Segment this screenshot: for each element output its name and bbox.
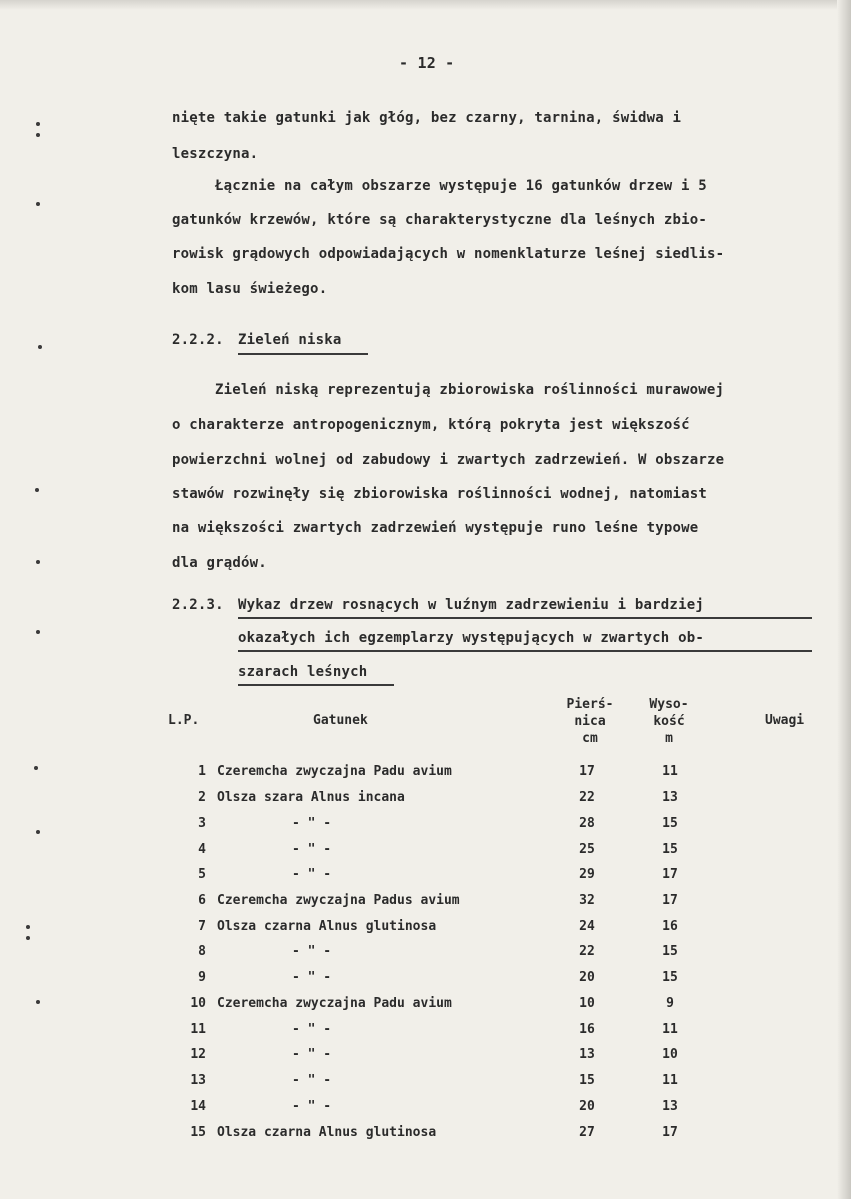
row-lp: 1 <box>198 764 206 779</box>
row-piersnica: 32 <box>579 893 595 908</box>
row-gatunek: Czeremcha zwyczajna Padu avium <box>217 996 452 1011</box>
row-lp: 2 <box>198 790 206 805</box>
row-piersnica: 25 <box>579 842 595 857</box>
margin-mark <box>38 345 42 349</box>
row-lp: 11 <box>190 1022 206 1037</box>
row-gatunek: - " - <box>292 970 332 985</box>
row-piersnica: 20 <box>579 1099 595 1114</box>
section-title-underline <box>238 684 394 686</box>
row-gatunek: - " - <box>292 842 332 857</box>
paragraph-line: leszczyna. <box>172 146 259 162</box>
row-lp: 14 <box>190 1099 206 1114</box>
paragraph-line: stawów rozwinęły się zbiorowiska roślinności wodnej, natomiast <box>172 486 707 502</box>
section-title-underline <box>238 650 812 652</box>
margin-mark <box>34 766 38 770</box>
paragraph-line: Zieleń niską reprezentują zbiorowiska roślinności murawowej <box>215 382 725 398</box>
row-wysokosc: 9 <box>666 996 674 1011</box>
row-gatunek: - " - <box>292 1022 332 1037</box>
row-wysokosc: 17 <box>662 1125 678 1140</box>
row-piersnica: 22 <box>579 790 595 805</box>
row-lp: 8 <box>198 944 206 959</box>
row-lp: 12 <box>190 1047 206 1062</box>
row-gatunek: Czeremcha zwyczajna Padus avium <box>217 893 460 908</box>
header-lp: L.P. <box>168 713 200 728</box>
margin-mark <box>26 936 30 940</box>
row-piersnica: 29 <box>579 867 595 882</box>
header-piersnica <box>565 696 615 747</box>
paragraph-line: kom lasu świeżego. <box>172 281 328 297</box>
row-gatunek: - " - <box>292 816 332 831</box>
row-wysokosc: 11 <box>662 1022 678 1037</box>
section-title-line: okazałych ich egzemplarzy występujących w zwartych ob- <box>238 630 704 646</box>
row-lp: 5 <box>198 867 206 882</box>
row-lp: 4 <box>198 842 206 857</box>
row-lp: 7 <box>198 919 206 934</box>
row-lp: 13 <box>190 1073 206 1088</box>
row-piersnica: 20 <box>579 970 595 985</box>
header-piersnica-line: nica <box>574 714 606 729</box>
margin-mark <box>36 1000 40 1004</box>
margin-mark <box>36 122 40 126</box>
row-piersnica: 22 <box>579 944 595 959</box>
section-title: Zieleń niska <box>238 332 342 348</box>
row-wysokosc: 11 <box>662 764 678 779</box>
row-piersnica: 27 <box>579 1125 595 1140</box>
margin-mark <box>36 133 40 137</box>
header-piersnica-line: Pierś- <box>566 697 614 712</box>
row-piersnica: 10 <box>579 996 595 1011</box>
row-piersnica: 28 <box>579 816 595 831</box>
paragraph-line: gatunków krzewów, które są charakterystyczne dla leśnych zbio- <box>172 212 707 228</box>
row-lp: 15 <box>190 1125 206 1140</box>
row-lp: 3 <box>198 816 206 831</box>
page-right-edge <box>837 0 851 1199</box>
page-top-edge <box>0 0 851 10</box>
row-piersnica: 13 <box>579 1047 595 1062</box>
row-gatunek: - " - <box>292 867 332 882</box>
row-piersnica: 17 <box>579 764 595 779</box>
row-wysokosc: 15 <box>662 842 678 857</box>
page-number: - 12 - <box>399 54 455 72</box>
header-piersnica-line: cm <box>582 731 598 746</box>
row-wysokosc: 15 <box>662 970 678 985</box>
margin-mark <box>36 202 40 206</box>
section-number: 2.2.2. <box>172 332 224 348</box>
section-title-underline <box>238 617 812 619</box>
paragraph-line: o charakterze antropogenicznym, którą pokryta jest większość <box>172 417 690 433</box>
row-wysokosc: 13 <box>662 1099 678 1114</box>
section-title-underline <box>238 353 368 355</box>
row-lp: 10 <box>190 996 206 1011</box>
header-gatunek: Gatunek <box>313 713 368 728</box>
row-gatunek: Czeremcha zwyczajna Padu avium <box>217 764 452 779</box>
row-wysokosc: 10 <box>662 1047 678 1062</box>
section-title-line: Wykaz drzew rosnących w luźnym zadrzewieniu i bardziej <box>238 597 704 613</box>
header-wysokosc-line: kość <box>653 714 685 729</box>
row-wysokosc: 17 <box>662 867 678 882</box>
row-lp: 6 <box>198 893 206 908</box>
paragraph-line: na większości zwartych zadrzewień występuje runo leśne typowe <box>172 520 699 536</box>
row-gatunek: - " - <box>292 1099 332 1114</box>
margin-mark <box>36 630 40 634</box>
header-wysokosc <box>644 696 694 747</box>
row-gatunek: Olsza czarna Alnus glutinosa <box>217 919 437 934</box>
header-wysokosc-line: m <box>665 731 673 746</box>
paragraph-line: powierzchni wolnej od zabudowy i zwartych zadrzewień. W obszarze <box>172 452 725 468</box>
row-piersnica: 15 <box>579 1073 595 1088</box>
row-wysokosc: 17 <box>662 893 678 908</box>
row-gatunek: Olsza czarna Alnus glutinosa <box>217 1125 437 1140</box>
paragraph-line: dla grądów. <box>172 555 267 571</box>
margin-mark <box>36 560 40 564</box>
margin-mark <box>26 925 30 929</box>
row-wysokosc: 11 <box>662 1073 678 1088</box>
header-wysokosc-line: Wyso- <box>649 697 689 712</box>
row-wysokosc: 15 <box>662 816 678 831</box>
section-title-line: szarach leśnych <box>238 664 368 680</box>
header-uwagi: Uwagi <box>765 713 805 728</box>
row-wysokosc: 13 <box>662 790 678 805</box>
row-gatunek: Olsza szara Alnus incana <box>217 790 405 805</box>
margin-mark <box>36 830 40 834</box>
row-piersnica: 16 <box>579 1022 595 1037</box>
paragraph-line: nięte takie gatunki jak głóg, bez czarny, tarnina, świdwa i <box>172 110 682 126</box>
row-lp: 9 <box>198 970 206 985</box>
row-gatunek: - " - <box>292 1073 332 1088</box>
paragraph-line: Łącznie na całym obszarze występuje 16 gatunków drzew i 5 <box>215 178 707 194</box>
row-wysokosc: 15 <box>662 944 678 959</box>
section-number: 2.2.3. <box>172 597 224 613</box>
row-wysokosc: 16 <box>662 919 678 934</box>
row-gatunek: - " - <box>292 1047 332 1062</box>
row-gatunek: - " - <box>292 944 332 959</box>
margin-mark <box>35 488 39 492</box>
paragraph-line: rowisk grądowych odpowiadających w nomenklaturze leśnej siedlis- <box>172 246 725 262</box>
row-piersnica: 24 <box>579 919 595 934</box>
